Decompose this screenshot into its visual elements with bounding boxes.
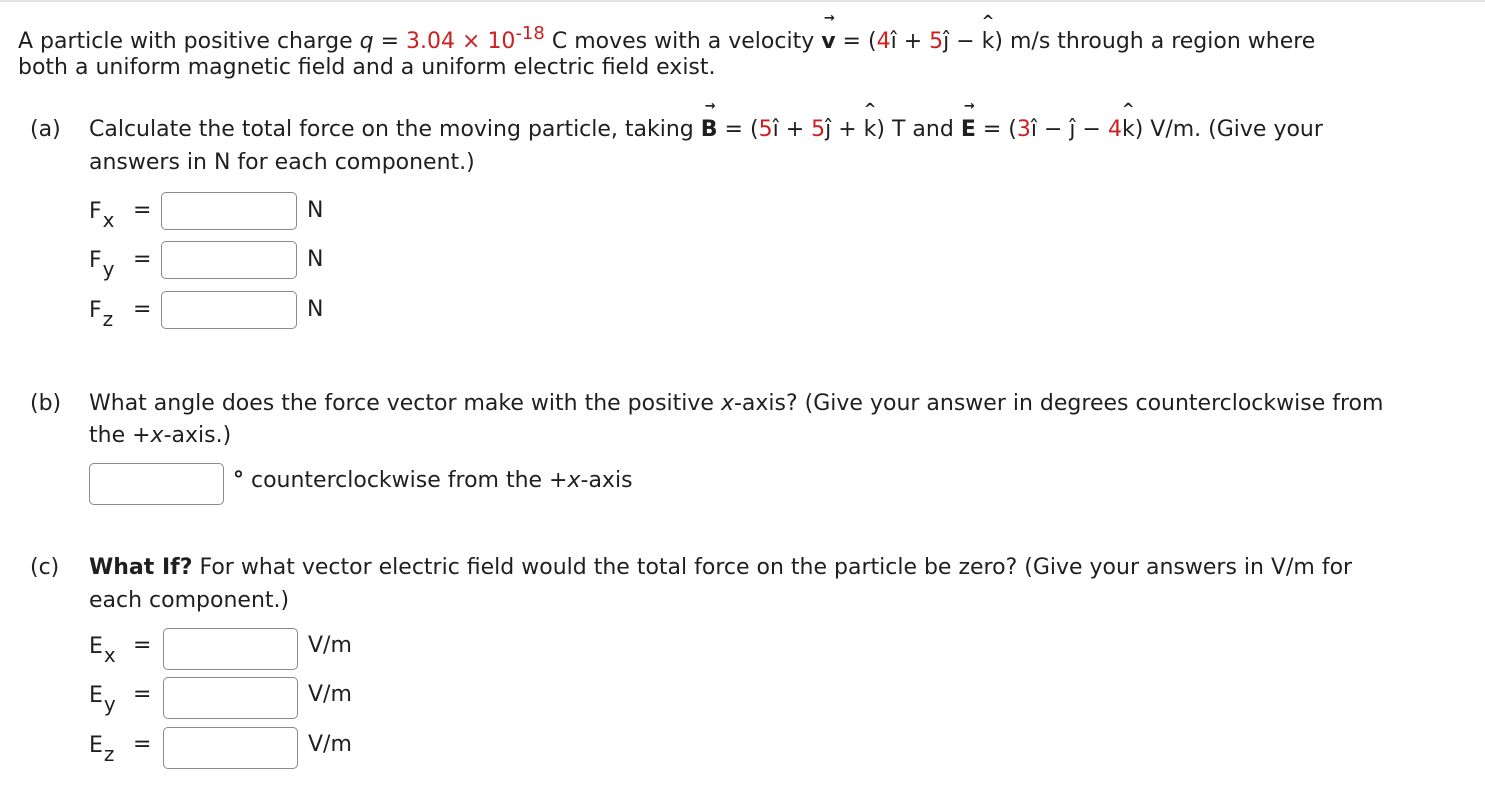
ex-label: Ex [89,634,116,667]
part-b-question-line2: the +x-axis.) [89,423,232,448]
ey-input[interactable] [163,677,298,719]
charge-value: $3.04 \times 10^{-18}$ [406,23,545,54]
top-divider [0,0,1485,2]
b-field-vector-symbol: B → [700,99,718,142]
fx-input[interactable] [161,192,297,230]
part-c-question-line1: What If? For what vector electric field would the total force on the particle be zero? (Give your answers in V/m for [89,555,1353,580]
fx-equals: = [133,198,152,223]
fz-input[interactable] [161,291,297,329]
fy-input[interactable] [161,241,297,279]
part-a-tag: (a) [30,117,61,142]
fy-equals: = [133,247,152,272]
fz-equals: = [133,297,152,322]
problem-intro-line1: A particle with positive charge $q = 3.04 \times 10^{-18}$ C moves with a velocity v → = (4î + 5ĵ − k ^ ) m/s through a region where [18,19,1315,57]
fz-label: Fz [89,298,114,331]
ey-equals: = [133,682,152,707]
problem-intro-line2: both a uniform magnetic field and a uniform electric field exist. [18,55,716,80]
ez-equals: = [133,732,152,757]
ex-input[interactable] [163,628,298,670]
fy-label: Fy [89,248,115,281]
ez-unit: V/m [308,732,352,757]
e-field-vector-symbol: E → [960,99,976,142]
angle-input[interactable] [89,463,224,505]
ex-unit: V/m [308,633,352,658]
fx-label: Fx [89,199,115,232]
fy-unit: N [307,247,324,272]
fx-unit: N [307,198,324,223]
velocity-vector-symbol: v → [821,11,836,54]
part-b-question-line1: What angle does the force vector make with the positive x-axis? (Give your answer in degrees counterclockwise from [89,391,1384,416]
fz-unit: N [307,297,324,322]
ey-label: Ey [89,683,116,716]
angle-unit: ° counterclockwise from the +x-axis [233,468,633,493]
part-b-tag: (b) [30,391,62,416]
part-a-question-line2: answers in N for each component.) [89,150,475,175]
ey-unit: V/m [308,682,352,707]
part-c-tag: (c) [30,555,60,580]
ez-input[interactable] [163,727,298,769]
ez-label: Ez [89,733,115,766]
part-c-question-line2: each component.) [89,588,290,613]
part-a-question-line1: Calculate the total force on the moving particle, taking B → = (5î + 5ĵ + k ^ ) T and E → = (3î − ĵ − 4k ^ ) V/m. (Give your [89,115,1323,145]
ex-equals: = [133,633,152,658]
